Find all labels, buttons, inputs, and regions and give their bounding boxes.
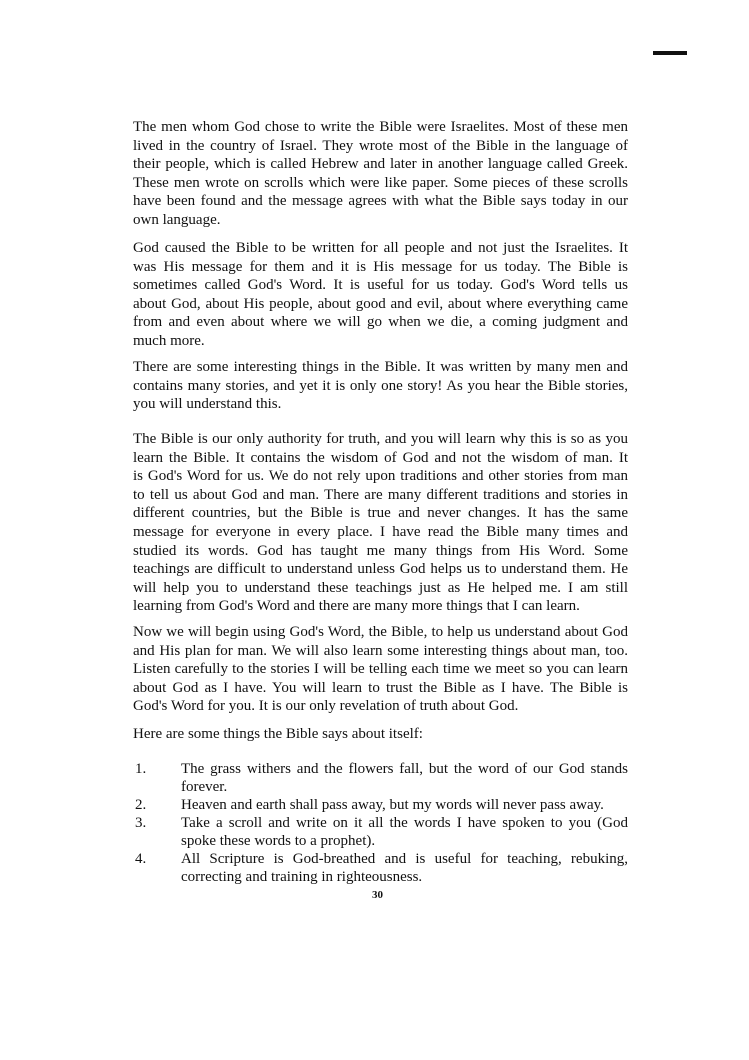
text-line: lived in the country of Israel. They wrote most of the Bible in the language of [133, 137, 628, 154]
list-item [133, 796, 628, 814]
text-line: All Scripture is God-breathed and is useful for teaching, rebuking, [181, 851, 628, 867]
paragraph [133, 358, 628, 414]
text-line: spoke these words to a prophet). [181, 833, 376, 849]
text-line: contains many stories, and yet it is only one story! As you hear the Bible stories, [133, 377, 628, 394]
list-text [181, 814, 628, 850]
list-number: 4. [135, 851, 147, 867]
text-line: is God's Word for us. We do not rely upon traditions and other stories from man [133, 468, 628, 485]
text-line: The grass withers and the flowers fall, but the word of our God stands [181, 761, 628, 777]
text-line: forever. [181, 779, 228, 795]
text-line: God caused the Bible to be written for all people and not just the Israelites. It [133, 240, 628, 256]
paragraph [133, 118, 628, 230]
text-line: will help you to understand these teachings just as He helped me. I am still [133, 579, 628, 596]
text-line: learn the Bible. It contains the wisdom of God and not the wisdom of man. It [133, 449, 628, 466]
text-line: Take a scroll and write on it all the words I have spoken to you (God [181, 815, 628, 831]
list-number: 1. [135, 761, 147, 777]
paragraph [133, 725, 628, 744]
text-line: from and even about where we will go when we die, a coming judgment and [133, 314, 628, 331]
list-number: 2. [135, 797, 147, 813]
list-text [181, 850, 628, 886]
text-line: Now we will begin using God's Word, the Bible, to help us understand about God [133, 624, 628, 640]
text-line: have been found and the message agrees with what the Bible says today in our [133, 193, 628, 210]
paragraph [133, 623, 628, 716]
text-line: their people, which is called Hebrew and later in another language called Greek. [133, 156, 628, 173]
text-line: and His plan for man. We will also learn some interesting things about man, too. [133, 642, 628, 659]
list-item [133, 814, 628, 850]
text-line: The men whom God chose to write the Bible were Israelites. Most of these men [133, 119, 628, 135]
page-number: 30 [372, 889, 383, 901]
text-line: teachings are difficult to understand unless God helps us to understand them. He [133, 561, 628, 578]
text-line: own language. [133, 211, 221, 228]
text-line: you will understand this. [133, 396, 282, 413]
text-line: sometimes called God's Word. It is useful for us today. God's Word tells us [133, 277, 628, 294]
list-item [133, 760, 628, 796]
text-line: Heaven and earth shall pass away, but my words will never pass away. [181, 797, 604, 813]
text-line: about God, about His people, about good and evil, about where everything came [133, 295, 628, 312]
text-line: Here are some things the Bible says about itself: [133, 726, 423, 742]
header-rule [653, 51, 687, 55]
text-line: to tell us about God and man. There are many different traditions and stories in [133, 486, 628, 503]
text-line: correcting and training in righteousness. [181, 869, 423, 885]
text-line: These men wrote on scrolls which were like paper. Some pieces of these scrolls [133, 174, 628, 191]
list-text [181, 760, 628, 796]
scripture-list [133, 760, 628, 886]
text-line: There are some interesting things in the Bible. It was written by many men and [133, 359, 628, 375]
text-line: learning from God's Word and there are many more things that I can learn. [133, 598, 580, 615]
paragraph [133, 239, 628, 351]
list-item [133, 850, 628, 886]
text-line: message for everyone in every place. I have read the Bible many times and [133, 523, 628, 540]
list-text [181, 796, 628, 814]
text-line: God's Word for you. It is our only revelation of truth about God. [133, 698, 519, 715]
text-line: Listen carefully to the stories I will be telling each time we meet so you can learn [133, 661, 628, 678]
text-line: studied its words. God has taught me many things from His Word. Some [133, 542, 628, 559]
text-line: was His message for them and it is His message for us today. The Bible is [133, 258, 628, 275]
list-number: 3. [135, 815, 147, 831]
text-line: The Bible is our only authority for truth, and you will learn why this is so as you [133, 431, 628, 447]
paragraph [133, 430, 628, 616]
text-line: different countries, but the Bible is true and never changes. It has the same [133, 505, 628, 522]
text-line: about God as I have. You will learn to trust the Bible as I have. The Bible is [133, 679, 628, 696]
text-line: much more. [133, 332, 205, 349]
